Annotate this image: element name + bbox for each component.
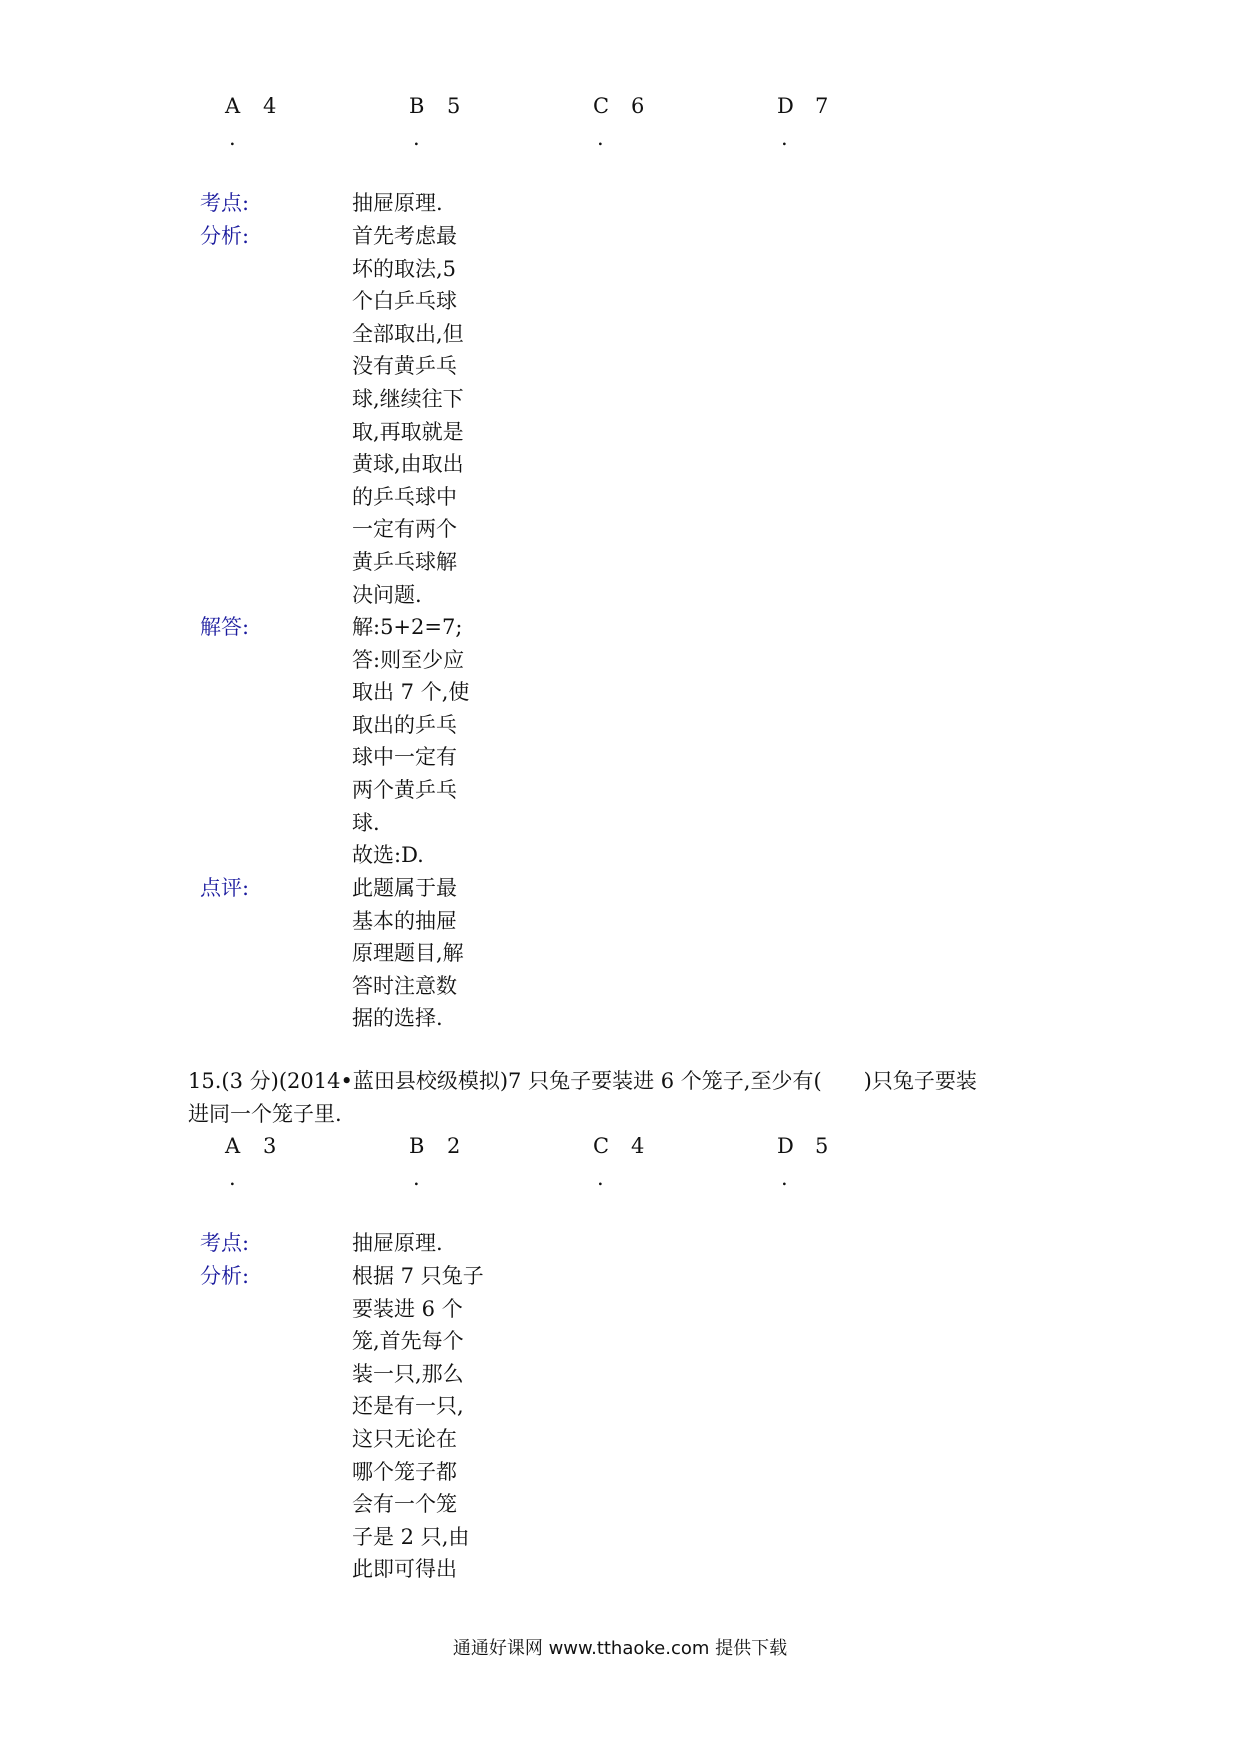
option-value: 6 <box>631 94 645 118</box>
q14-option-b: B 5 . <box>409 90 460 154</box>
option-letter: C <box>593 94 610 118</box>
option-value: 7 <box>815 94 829 118</box>
q15-fenxi-label: 分析: <box>200 1264 250 1288</box>
option-letter: D <box>777 94 794 118</box>
option-letter: B <box>409 94 425 118</box>
q15-kaodian-text: 抽屉原理. <box>352 1231 443 1255</box>
q15-option-a: A 3 . <box>225 1130 276 1194</box>
q14-jieda-label: 解答: <box>200 615 250 639</box>
q14-kaodian-text: 抽屉原理. <box>352 191 443 215</box>
q14-fenxi-text: 首先考虑最 坏的取法,5 个白乒乓球 全部取出,但 没有黄乒乓 球,继续往下 取,再取就是 黄球,由取出 的乒乓球中 一定有两个 黄乒乓球解 决问题. <box>352 224 464 607</box>
q14-option-c: C 6 . <box>593 90 644 154</box>
option-letter: C <box>593 1134 610 1158</box>
q14-fenxi-label: 分析: <box>200 224 250 248</box>
option-letter: A <box>225 1134 241 1158</box>
q14-jieda-text: 解:5+2=7; 答:则至少应 取出 7 个,使 取出的乒乓 球中一定有 两个黄乒乓 球. 故选:D. <box>352 615 470 868</box>
page-footer: 通通好课网 www.tthaoke.com 提供下载 <box>452 1638 788 1659</box>
q15-option-c: C 4 . <box>593 1130 644 1194</box>
option-value: 4 <box>631 1134 645 1158</box>
q14-kaodian-label: 考点: <box>200 191 250 215</box>
option-value: 2 <box>447 1134 461 1158</box>
q15-fenxi-text: 根据 7 只兔子 要装进 6 个 笼,首先每个 装一只,那么 还是有一只, 这只无论在 哪个笼子都 会有一个笼 子是 2 只,由 此即可得出 <box>352 1264 484 1582</box>
q15-option-d: D 5 . <box>777 1130 828 1194</box>
option-value: 5 <box>815 1134 829 1158</box>
option-letter: B <box>409 1134 425 1158</box>
q14-option-a: A 4 . <box>225 90 276 154</box>
q14-dianping-text: 此题属于最 基本的抽屉 原理题目,解 答时注意数 据的选择. <box>352 876 464 1031</box>
q14-dianping-label: 点评: <box>200 876 250 900</box>
q15-kaodian-label: 考点: <box>200 1231 250 1255</box>
q14-option-d: D 7 . <box>777 90 828 154</box>
q15-option-b: B 2 . <box>409 1130 460 1194</box>
option-letter: D <box>777 1134 794 1158</box>
option-value: 4 <box>263 94 277 118</box>
option-value: 5 <box>447 94 461 118</box>
option-letter: A <box>225 94 241 118</box>
q15-question: 15.(3 分)(2014•蓝田县校级模拟)7 只兔子要装进 6 个笼子,至少有( )只兔子要装 进同一个笼子里. <box>188 1069 977 1126</box>
option-value: 3 <box>263 1134 277 1158</box>
